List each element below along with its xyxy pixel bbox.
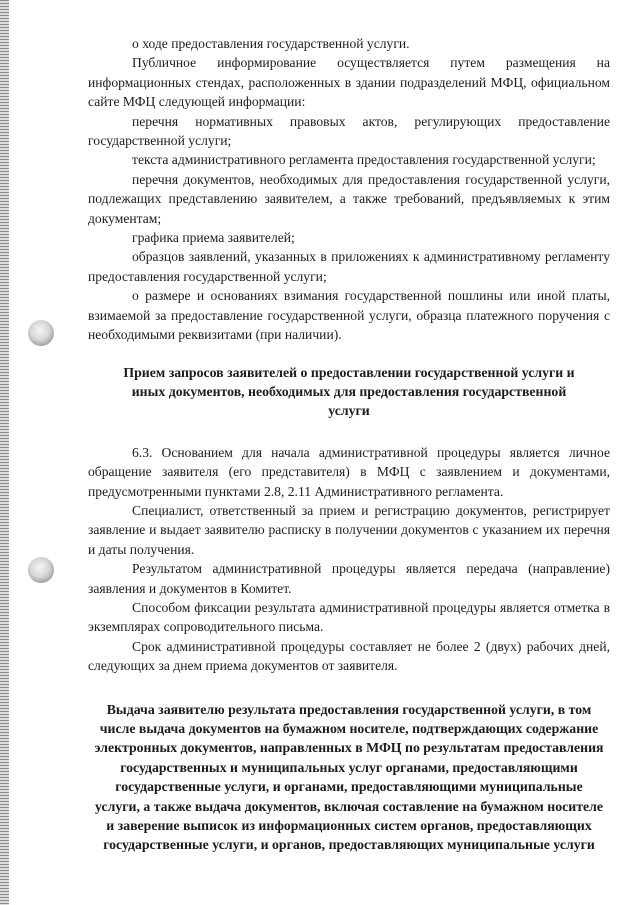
section-heading-request-intake: Прием запросов заявителей о предоставлении государственной услуги и иных документов, необходимых для предоставления государственной услуги — [123, 364, 575, 419]
scan-edge-strip — [0, 0, 9, 905]
paragraph-deadline: Срок административной процедуры составляет не более 2 (двух) рабочих дней, следующих за днем приема документов от заявителя. — [88, 638, 610, 674]
list-item-normative-acts: перечня нормативных правовых актов, регулирующих предоставление государственной услуги; — [88, 113, 610, 149]
list-item-fees: о размере и основаниях взимания государственной пошлины или иной платы, взимаемой за предоставление государственной услуги, образца платежного поручения с необходимыми реквизитами (при наличии). — [88, 288, 610, 343]
paragraph-fixation: Способом фиксации результата административной процедуры является отметка в экземплярах сопроводительного письма. — [88, 599, 610, 635]
punch-hole-bottom — [28, 557, 54, 583]
paragraph-result: Результатом административной процедуры является передача (направление) заявления и документов в Комитет. — [88, 561, 610, 596]
paragraph-public-info: Публичное информирование осуществляется путем размещения на информационных стендах, расположенных в здании подразделений МФЦ, официальном сайте МФЦ следующей информации: — [88, 55, 610, 110]
punch-hole-top — [28, 320, 54, 346]
paragraph-6-3: 6.3. Основанием для начала административной процедуры является личное обращение заявителя (его представителя) в МФЦ с заявлением и документами, предусмотренными пунктами 2.8, 2.11 Административного регламента. — [88, 444, 610, 499]
paragraph-continuation: о ходе предоставления государственной услуги. — [132, 36, 410, 51]
list-item-samples: образцов заявлений, указанных в приложениях к административному регламенту предоставления государственной услуги; — [88, 249, 610, 284]
list-item-documents: перечня документов, необходимых для предоставления государственной услуги, подлежащих представлению заявителем, а также требований, предъявляемых к этим документам; — [88, 171, 610, 226]
section-heading-result-issuance: Выдача заявителю результата предоставления государственной услуги, в том числе выдача документов на бумажном носителе, подтверждающих содержание электронных документов, направленных в МФЦ по результатам предоставления государственных и муниципальных услуг органами, предоставляющими государственные услуги, и органами, предоставляющими муниципальные услуги, а также выдача документов, включая составление на бумажном носителе и заверение выписок из информационных систем органов, предоставляющих государственные услуги, и органов, предоставляющих муниципальные услуги — [94, 701, 604, 853]
list-item-regulation-text: текста административного регламента предоставления государственной услуги; — [132, 152, 596, 168]
list-item-schedule: графика приема заявителей; — [132, 230, 295, 246]
document-page — [88, 34, 610, 855]
paragraph-specialist: Специалист, ответственный за прием и регистрацию документов, регистрирует заявление и выдает заявителю расписку в получении документов с указанием их перечня и даты получения. — [88, 502, 610, 557]
